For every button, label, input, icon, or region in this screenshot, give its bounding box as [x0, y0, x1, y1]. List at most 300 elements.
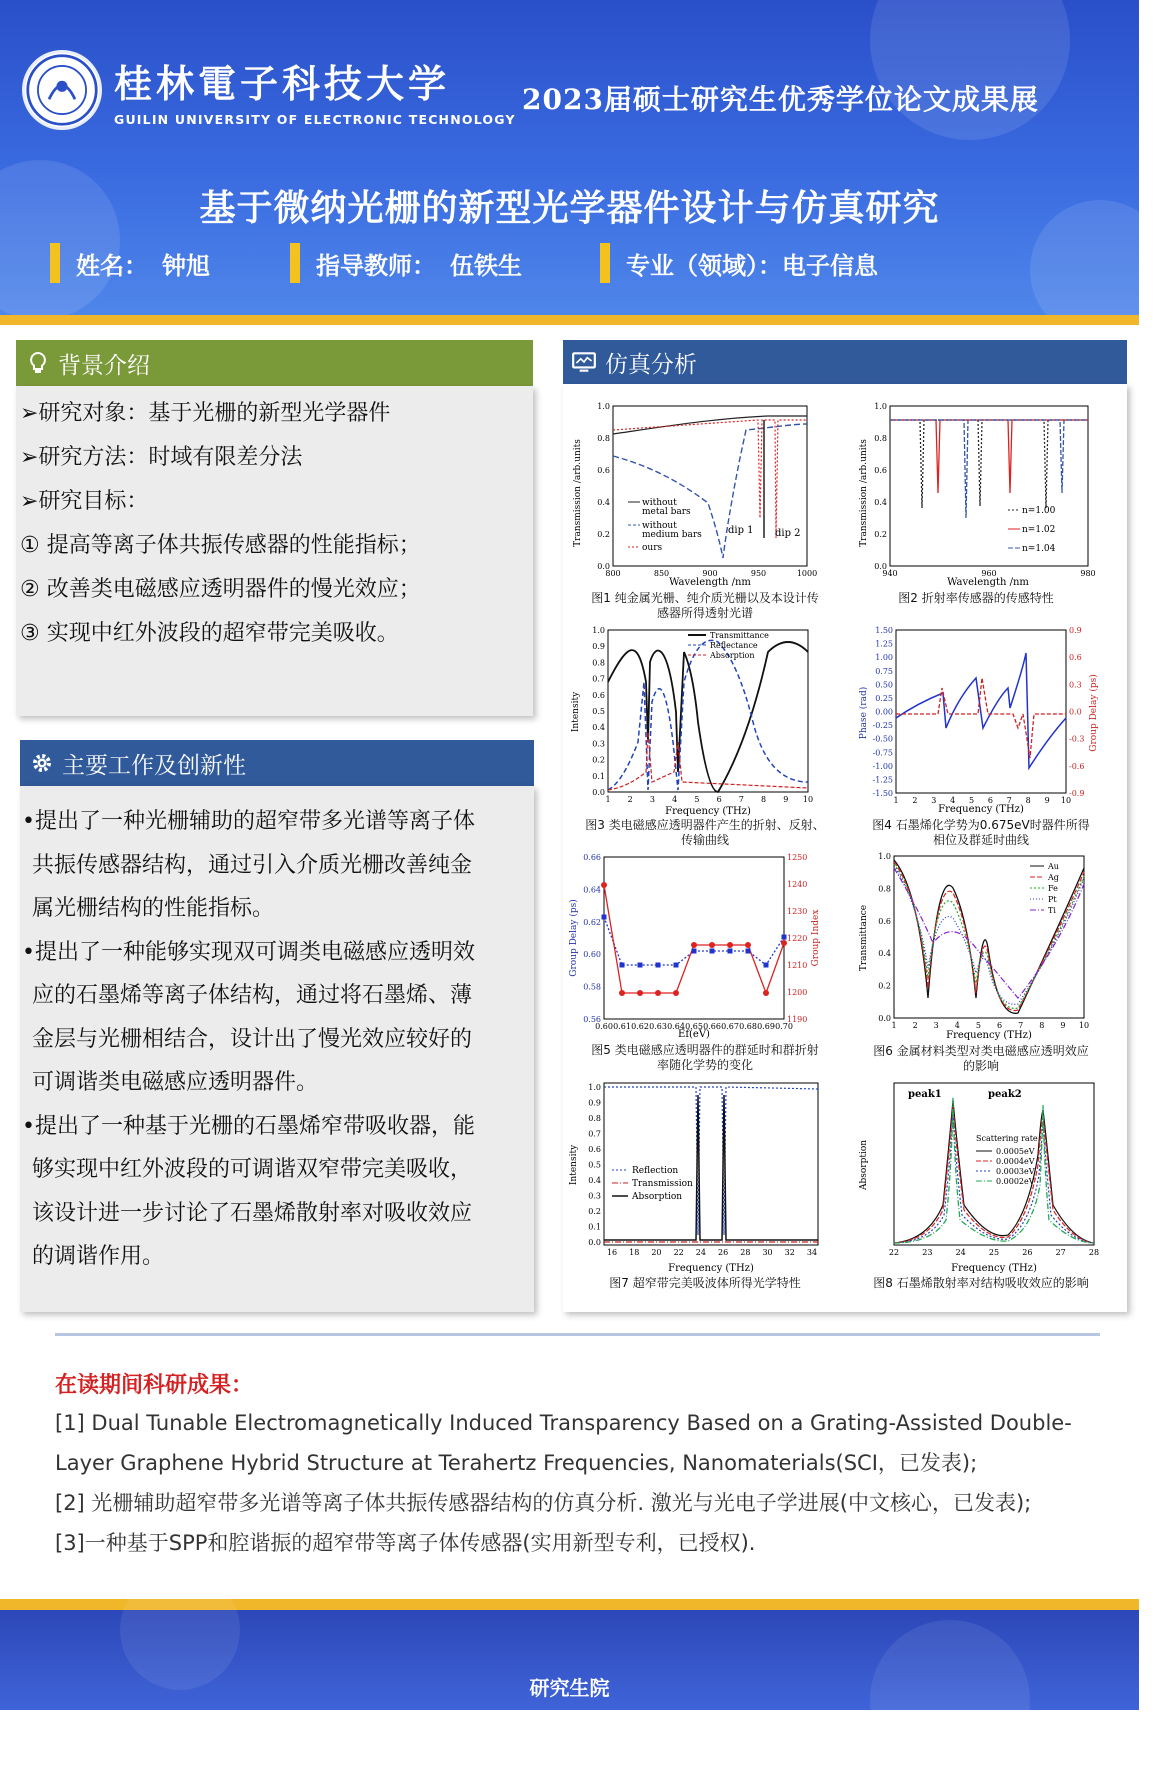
- fig3-xtick: 3: [649, 795, 655, 804]
- caption-line: 感器所得透射光谱: [656, 606, 753, 620]
- section-divider: [55, 1333, 1100, 1336]
- fig6-ytick: 0.4: [878, 949, 891, 959]
- fig6-xtick: 1: [891, 1021, 897, 1030]
- fig4-y2tick: -0.9: [1069, 789, 1085, 798]
- fig1-ytick: 0.0: [597, 562, 610, 571]
- fig3-xtick: 4: [672, 795, 678, 804]
- fig7-xtick: 22: [673, 1248, 684, 1257]
- fig1-xtick: 950: [750, 569, 767, 578]
- accent-bar: [600, 243, 610, 283]
- name-value: 钟旭: [162, 251, 210, 280]
- fig5-point-group-delay: [746, 949, 751, 954]
- fig3-ytick: 0.0: [592, 788, 605, 797]
- fig7-ytick: 0.4: [588, 1176, 601, 1185]
- fig6-xtick: 2: [912, 1021, 918, 1030]
- fig5-point-group-delay: [728, 949, 733, 954]
- work-paragraph: [22, 800, 527, 931]
- fig4-y2tick: 0.6: [1069, 653, 1082, 663]
- fig5-y2tick: 1230: [787, 907, 808, 916]
- background-item: ➢研究对象：基于光栅的新型光学器件: [20, 401, 391, 426]
- fig7-xtick: 32: [784, 1248, 795, 1257]
- fig2-caption: [858, 591, 1094, 606]
- fig5-point-group-index: [763, 990, 769, 996]
- caption-line: 相位及群延时曲线: [932, 833, 1029, 847]
- figure-5: [568, 843, 826, 1041]
- background-item: ➢研究方法：时域有限差分法: [20, 445, 303, 470]
- university-name-en: GUILIN UNIVERSITY OF ELECTRONIC TECHNOLOGY: [114, 112, 516, 127]
- fig6-series-au: [894, 860, 1084, 1013]
- header-divider: [0, 315, 1139, 325]
- fig6-xtick: 3: [933, 1021, 939, 1030]
- fig3-ytick: 0.1: [592, 771, 605, 781]
- university-name-cn: 桂林電子科技大学: [114, 61, 451, 106]
- fig4-xtick: 8: [1025, 796, 1031, 805]
- fig4-ytick: -0.25: [872, 721, 893, 731]
- fig7-ytick: 0.6: [588, 1145, 601, 1154]
- fig7-xtick: 30: [762, 1248, 773, 1257]
- fig3-ylabel: Intensity: [571, 691, 581, 733]
- fig6-legend-item: Pt: [1048, 895, 1057, 904]
- fig2-legend-item: n=1.04: [1022, 544, 1056, 554]
- fig3-ytick: 0.3: [592, 739, 605, 749]
- fig5-xtick: 0.63: [649, 1022, 667, 1031]
- caption-line: 传输曲线: [680, 833, 729, 847]
- fig3-xtick: 5: [694, 795, 700, 804]
- fig3-legend-item: Reflectance: [710, 641, 758, 650]
- fig4-xlabel: Frequency (THz): [938, 804, 1024, 815]
- figure-2: [858, 398, 1094, 588]
- simulation-heading: [563, 340, 1127, 384]
- fig3-ytick: 0.6: [592, 690, 605, 700]
- fig3-xlabel: Frequency (THz): [665, 806, 751, 817]
- publication-line: [3]一种基于SPP和腔谐振的超窄带等离子体传感器(实用新型专利，已授权).: [55, 1531, 756, 1555]
- fig5-ytick: 0.62: [583, 917, 601, 927]
- thesis-title: 基于微纳光栅的新型光学器件设计与仿真研究: [199, 188, 940, 229]
- name-label: 姓名：: [76, 251, 148, 280]
- work-line: 应的石墨烯等离子体结构，通过将石墨烯、薄: [32, 983, 473, 1008]
- fig7-ytick: 0.7: [588, 1129, 601, 1139]
- fig4-xtick: 4: [950, 796, 956, 805]
- fig3-ytick: 0.2: [592, 755, 605, 765]
- fig8-xtick: 22: [888, 1248, 900, 1257]
- fig2-ytick: 0.2: [874, 530, 887, 539]
- fig7-xtick: 18: [629, 1248, 640, 1257]
- fig5-series-group-delay: [604, 917, 784, 965]
- work-heading: [20, 740, 534, 786]
- fig6-xlabel: Frequency (THz): [946, 1030, 1032, 1041]
- fig5-point-group-index: [727, 942, 733, 948]
- fig1-legend-item: medium bars: [642, 530, 702, 540]
- fig1-annotation-dip2: dip 2: [775, 528, 801, 539]
- work-line: •提出了一种能够实现双可调类电磁感应透明效: [22, 939, 475, 965]
- publication-line: [2] 光栅辅助超窄带多光谱等离子体共振传感器结构的仿真分析. 激光与光电子学进展(中文核心，已发表);: [55, 1491, 1032, 1515]
- fig2-legend-item: n=1.02: [1022, 525, 1056, 535]
- fig6-ytick: 0.0: [878, 1014, 891, 1023]
- fig4-ytick: -1.25: [872, 775, 893, 785]
- fig5-point-group-index: [673, 990, 679, 996]
- fig1-ylabel: Transmission /arb.units: [573, 439, 583, 547]
- fig7-ylabel: Intensity: [569, 1144, 579, 1186]
- caption-line: 图8 石墨烯散射率对结构吸收效应的影响: [873, 1276, 1089, 1290]
- fig5-point-group-delay: [782, 935, 787, 940]
- figure-3: [568, 622, 818, 817]
- fig3-series-reflectance: [608, 640, 808, 790]
- fig5-point-group-delay: [602, 915, 607, 920]
- fig5-ytick: 0.56: [583, 1015, 601, 1024]
- fig7-ytick: 0.9: [588, 1098, 601, 1108]
- fig7-legend-item: Transmission: [632, 1179, 693, 1189]
- fig5-ytick: 0.60: [583, 950, 601, 960]
- footer-org: 研究生院: [529, 1676, 610, 1700]
- caption-line: 图3 类电磁感应透明器件产生的折射、反射、: [585, 818, 825, 832]
- background-item: ③ 实现中红外波段的超窄带完美吸收。: [20, 621, 399, 646]
- fig5-y2tick: 1220: [787, 934, 808, 943]
- fig2-xtick: 940: [882, 569, 898, 578]
- accent-bar: [50, 243, 60, 283]
- fig8-series-0005: [894, 1100, 1094, 1243]
- major-label: 专业（领域）：: [626, 251, 782, 280]
- fig6-xtick: 10: [1078, 1021, 1090, 1030]
- fig2-ytick: 0.4: [874, 498, 887, 507]
- fig5-xtick: 0.67: [721, 1022, 739, 1031]
- caption-line: 图2 折射率传感器的传感特性: [898, 591, 1054, 605]
- university-seal-icon: [22, 50, 102, 130]
- fig7-xtick: 24: [695, 1248, 706, 1257]
- fig3-xtick: 2: [627, 795, 633, 804]
- fig3-xtick: 1: [605, 795, 611, 804]
- fig4-y2label: Group Delay (ps): [1089, 674, 1099, 752]
- fig5-axes: [604, 857, 784, 1019]
- fig3-xtick: 6: [716, 795, 722, 804]
- gear-icon: [30, 751, 54, 775]
- fig5-point-group-index: [709, 942, 715, 948]
- fig5-xtick: 0.66: [703, 1022, 721, 1031]
- fig2-xtick: 960: [981, 569, 997, 578]
- university-name: [114, 53, 516, 127]
- fig8-xtick: 25: [988, 1248, 1000, 1257]
- fig7-xtick: 28: [740, 1248, 751, 1257]
- publications-heading: 在读期间科研成果：: [55, 1373, 254, 1398]
- fig3-ytick: 0.9: [592, 642, 605, 652]
- fig5-xtick: 0.70: [775, 1022, 793, 1031]
- fig4-caption: [858, 818, 1104, 848]
- fig4-ylabel: Phase (rad): [859, 686, 869, 740]
- fig4-xtick: 3: [931, 796, 937, 805]
- fig2-ytick: 0.0: [874, 562, 887, 571]
- fig6-xtick: 4: [954, 1021, 960, 1030]
- fig5-point-group-delay: [710, 949, 715, 954]
- fig1-annotation-dip1: dip 1: [728, 525, 754, 536]
- fig6-legend-item: Ti: [1048, 906, 1056, 915]
- fig6-ytick: 1.0: [878, 852, 891, 861]
- fig7-ytick: 0.8: [588, 1114, 601, 1123]
- fig8-axes: [894, 1083, 1094, 1245]
- fig5-xtick: 0.65: [685, 1022, 703, 1031]
- fig5-point-group-index: [619, 990, 625, 996]
- major: [600, 243, 878, 283]
- fig7-series-reflection: [604, 1087, 818, 1235]
- fig8-xtick: 24: [955, 1248, 966, 1257]
- fig1-xtick: 800: [605, 569, 621, 578]
- fig3-series-transmittance: [608, 642, 808, 792]
- fig5-point-group-delay: [764, 963, 769, 968]
- fig5-point-group-delay: [638, 963, 643, 968]
- background-item: ① 提高等离子体共振传感器的性能指标；: [20, 533, 421, 558]
- fig8-legend-item: 0.0005eV: [996, 1147, 1035, 1156]
- fig1-ytick: 1.0: [597, 402, 610, 411]
- fig5-y2tick: 1250: [787, 853, 808, 862]
- fig8-legend-item: 0.0002eV: [996, 1177, 1035, 1186]
- figure-8: [858, 1075, 1104, 1273]
- fig1-legend-item: without: [642, 521, 677, 531]
- fig4-xtick: 6: [987, 796, 993, 805]
- fig5-xtick: 0.62: [631, 1022, 649, 1031]
- fig5-xtick: 0.60: [595, 1022, 613, 1031]
- fig7-ytick: 0.3: [588, 1191, 601, 1201]
- work-text: [22, 800, 527, 1279]
- fig6-xtick: 7: [1018, 1021, 1024, 1030]
- fig6-legend-item: Fe: [1048, 884, 1058, 893]
- fig2-xlabel: Wavelength /nm: [947, 577, 1029, 588]
- caption-line: 图4 石墨烯化学势为0.675eV时器件所得: [872, 818, 1090, 832]
- work-line: 共振传感器结构，通过引入介质光栅改善纯金: [32, 852, 473, 878]
- fig2-series-n100: [890, 420, 1088, 508]
- caption-line: 图5 类电磁感应透明器件的群延时和群折射: [591, 1043, 819, 1057]
- background-heading: [16, 340, 533, 386]
- fig1-legend-item: ours: [642, 543, 663, 553]
- logo-row: [22, 50, 516, 130]
- fig5-y2tick: 1210: [787, 961, 808, 970]
- fig5-point-group-delay: [620, 963, 625, 968]
- publications-list: [55, 1403, 1100, 1563]
- fig7-legend-item: Reflection: [632, 1166, 679, 1176]
- fig4-xtick: 1: [893, 796, 899, 805]
- fig2-ytick: 0.6: [874, 466, 887, 475]
- fig5-y2tick: 1200: [787, 988, 808, 997]
- fig3-xtick: 8: [761, 795, 767, 804]
- fig3-ytick: 0.5: [592, 707, 605, 716]
- fig5-point-group-index: [601, 882, 607, 888]
- fig5-y2label: Group Index: [811, 909, 821, 967]
- work-line: •提出了一种基于光栅的石墨烯窄带吸收器，能: [22, 1113, 475, 1139]
- fig1-xtick: 900: [702, 569, 718, 578]
- background-heading-text: 背景介绍: [58, 352, 150, 379]
- fig3-legend-item: Transmittance: [710, 631, 769, 640]
- fig4-y2tick: 0.3: [1069, 680, 1082, 690]
- lightbulb-icon: [26, 351, 50, 375]
- fig7-ytick: 1.0: [588, 1083, 601, 1092]
- work-line: 可调谐类电磁感应透明器件。: [32, 1070, 319, 1095]
- fig2-xtick: 980: [1080, 569, 1096, 578]
- fig7-legend-item: Absorption: [632, 1192, 683, 1202]
- fig6-ytick: 0.6: [878, 916, 891, 926]
- fig1-xlabel: Wavelength /nm: [669, 577, 751, 588]
- fig7-xtick: 26: [718, 1248, 729, 1257]
- fig5-caption: [580, 1043, 830, 1073]
- fig5-y2tick: 1240: [787, 880, 808, 889]
- fig8-xtick: 27: [1055, 1248, 1066, 1257]
- caption-line: 率随化学势的变化: [656, 1058, 753, 1072]
- fig3-xtick: 10: [802, 795, 814, 804]
- fig4-ytick: 1.00: [875, 653, 893, 663]
- fig3-xtick: 7: [738, 795, 744, 804]
- publication-line: [1] Dual Tunable Electromagnetically Induced Transparency Based on a Grating-Assisted Double-: [55, 1411, 1072, 1435]
- fig2-axes: [890, 406, 1088, 566]
- fig6-legend-item: Ag: [1048, 873, 1059, 882]
- figure-1: [568, 398, 818, 588]
- fig4-y2tick: 0.9: [1069, 626, 1082, 635]
- fig4-ytick: -1.00: [872, 761, 893, 771]
- fig5-point-group-index: [655, 990, 661, 996]
- fig4-ytick: -1.50: [872, 789, 893, 798]
- decor-circle: [870, 0, 1070, 140]
- figure-7: [568, 1075, 826, 1273]
- work-paragraph: [22, 1105, 527, 1279]
- work-line: 该设计进一步讨论了石墨烯散射率对吸收效应: [32, 1200, 473, 1226]
- fig4-ytick: -0.50: [872, 734, 893, 744]
- fig5-point-group-delay: [692, 949, 697, 954]
- fig5-xtick: 0.69: [757, 1022, 775, 1031]
- fig5-series-group-index: [604, 885, 784, 993]
- fig8-legend-item: 0.0004eV: [996, 1157, 1035, 1166]
- advisor-value: 伍铁生: [450, 251, 522, 280]
- fig4-ytick: -0.75: [872, 748, 893, 758]
- fig6-xtick: 5: [975, 1021, 981, 1030]
- fig6-ytick: 0.2: [878, 981, 891, 991]
- work-paragraph: [22, 931, 527, 1105]
- fig5-xtick: 0.68: [739, 1022, 757, 1031]
- fig4-ytick: 0.50: [875, 680, 893, 690]
- fig4-ytick: 0.75: [875, 666, 893, 676]
- fig1-xtick: 850: [653, 569, 670, 578]
- fig7-xtick: 16: [606, 1248, 618, 1257]
- fig1-ytick: 0.8: [597, 434, 610, 443]
- fig3-ytick: 0.4: [592, 723, 605, 733]
- advisor: [290, 243, 522, 283]
- fig1-xtick: 1000: [796, 569, 818, 578]
- fig5-xlabel: Ef(eV): [678, 1029, 710, 1040]
- fig1-legend-item: metal bars: [642, 507, 691, 517]
- fig5-point-group-index: [745, 942, 751, 948]
- fig7-xtick: 34: [806, 1248, 818, 1257]
- fig5-xtick: 0.61: [613, 1022, 631, 1031]
- caption-line: 图1 纯金属光栅、纯介质光栅以及本设计传: [591, 591, 819, 605]
- fig8-annotation-peak2: peak2: [988, 1089, 1022, 1100]
- fig5-point-group-delay: [674, 963, 679, 968]
- fig4-xtick: 10: [1060, 796, 1072, 805]
- caption-line: 图6 金属材料类型对类电磁感应透明效应: [873, 1044, 1089, 1058]
- fig1-ytick: 0.6: [597, 466, 610, 475]
- fig8-ylabel: Absorption: [859, 1139, 869, 1191]
- fig6-legend-item: Au: [1048, 862, 1059, 871]
- fig5-xtick: 0.64: [667, 1022, 685, 1031]
- fig7-axes: [604, 1083, 818, 1245]
- fig4-xtick: 9: [1044, 796, 1050, 805]
- monitor-icon: [571, 349, 597, 375]
- fig1-ytick: 0.4: [597, 498, 610, 507]
- advisor-label: 指导教师：: [316, 251, 436, 280]
- fig8-xtick: 26: [1022, 1248, 1033, 1257]
- work-line: 够实现中红外波段的可调谐双窄带完美吸收，: [32, 1157, 473, 1182]
- fig4-y2tick: 0.0: [1069, 707, 1082, 717]
- fig1-ytick: 0.2: [597, 530, 610, 539]
- fig1-caption: [580, 591, 830, 621]
- fig5-point-group-index: [637, 990, 643, 996]
- fig4-xtick: 5: [969, 796, 975, 805]
- work-heading-text: 主要工作及创新性: [62, 752, 246, 779]
- fig4-y2tick: -0.6: [1069, 761, 1085, 771]
- fig6-xtick: 9: [1060, 1021, 1066, 1030]
- fig3-legend-item: Absorption: [710, 651, 755, 660]
- poster-header: [0, 0, 1139, 315]
- caption-line: 图7 超窄带完美吸波体所得光学特性: [609, 1276, 801, 1290]
- fig7-ytick: 0.0: [588, 1238, 601, 1247]
- student-name: [50, 243, 210, 283]
- fig6-caption: [858, 1044, 1104, 1074]
- poster-footer: [0, 1610, 1139, 1710]
- simulation-heading-text: 仿真分析: [605, 351, 697, 378]
- fig5-ytick: 0.66: [583, 853, 601, 862]
- background-item: ② 改善类电磁感应透明器件的慢光效应；: [20, 577, 421, 602]
- fig7-xlabel: Frequency (THz): [668, 1263, 754, 1274]
- fig3-ytick: 1.0: [592, 626, 605, 635]
- background-item: ➢研究目标：: [20, 489, 149, 514]
- accent-bar: [290, 243, 300, 283]
- fig5-point-group-index: [781, 940, 787, 946]
- fig8-caption: [858, 1276, 1104, 1291]
- fig4-ytick: 1.50: [875, 626, 893, 635]
- fig4-y2tick: -0.3: [1069, 734, 1085, 744]
- fig4-ytick: 0.25: [875, 693, 893, 703]
- fig4-ytick: 1.25: [875, 639, 893, 649]
- fig7-caption: [580, 1276, 830, 1291]
- fig2-legend-item: n=1.00: [1022, 506, 1056, 516]
- fig6-xtick: 6: [997, 1021, 1003, 1030]
- fig7-ytick: 0.1: [588, 1222, 601, 1232]
- fig1-legend-item: without: [642, 498, 677, 508]
- work-line: •提出了一种光栅辅助的超窄带多光谱等离子体: [22, 809, 475, 834]
- fig8-xtick: 23: [922, 1248, 933, 1257]
- fig4-xtick: 7: [1006, 796, 1012, 805]
- publication-line: Layer Graphene Hybrid Structure at Terahertz Frequencies, Nanomaterials(SCI，已发表);: [55, 1451, 978, 1475]
- fig7-ytick: 0.2: [588, 1207, 601, 1216]
- fig7-xtick: 20: [651, 1248, 662, 1257]
- fig5-point-group-index: [691, 942, 697, 948]
- fig5-ytick: 0.64: [583, 885, 601, 895]
- fig5-point-group-delay: [656, 963, 661, 968]
- caption-line: 的影响: [962, 1059, 999, 1073]
- fig8-legend-item: 0.0003eV: [996, 1167, 1035, 1176]
- fig3-ytick: 0.7: [592, 674, 605, 684]
- exhibition-title: 2023届硕士研究生优秀学位论文成果展: [522, 83, 1039, 116]
- fig2-ylabel: Transmission /arb.units: [859, 439, 869, 547]
- fig8-xtick: 28: [1088, 1248, 1100, 1257]
- fig2-ytick: 1.0: [874, 402, 887, 411]
- fig8-series-0003: [894, 1113, 1094, 1243]
- fig8-annotation-peak1: peak1: [908, 1089, 942, 1100]
- fig3-xtick: 9: [783, 795, 789, 804]
- figure-4: [858, 618, 1104, 816]
- fig4-xtick: 2: [912, 796, 918, 805]
- work-line: 的调谐作用。: [32, 1244, 165, 1269]
- fig6-ytick: 0.8: [878, 884, 891, 894]
- fig5-y2tick: 1190: [787, 1015, 808, 1024]
- fig6-xtick: 8: [1039, 1021, 1045, 1030]
- fig8-legend-title: Scattering rate: [976, 1134, 1038, 1143]
- work-line: 金层与光栅相结合，设计出了慢光效应较好的: [32, 1026, 473, 1052]
- fig4-series-phase: [896, 653, 1066, 768]
- fig3-ytick: 0.8: [592, 658, 605, 668]
